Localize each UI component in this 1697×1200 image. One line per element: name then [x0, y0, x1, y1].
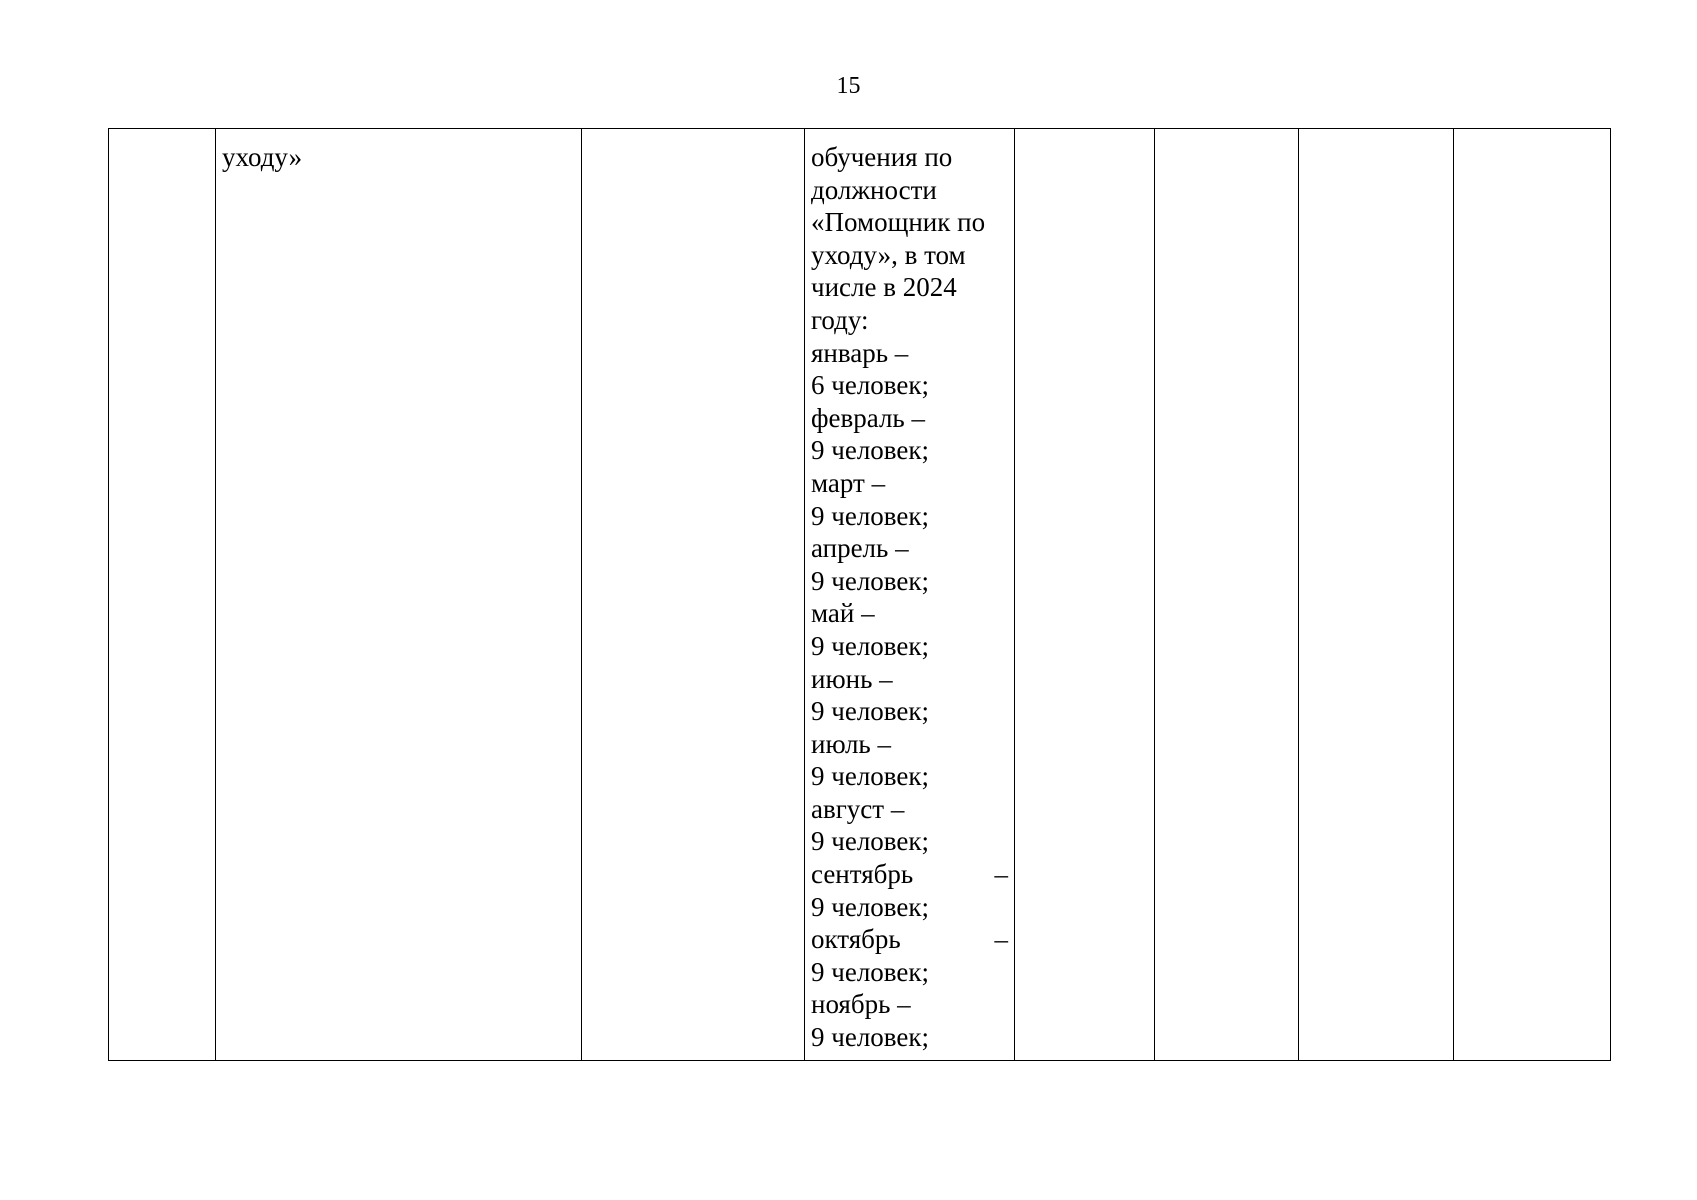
- cell-line: 9 человек;: [811, 565, 929, 596]
- cell-line: уходу», в том: [811, 239, 966, 270]
- cell-line: 9 человек;: [811, 500, 929, 531]
- cell-col-2: [582, 129, 805, 1061]
- cell-line: 9 человек;: [811, 891, 929, 922]
- cell-line: апрель –: [811, 533, 909, 564]
- cell-line: август –: [811, 793, 905, 824]
- cell-text: уходу»: [222, 142, 303, 172]
- cell-line: ноябрь –: [811, 989, 911, 1020]
- cell-col-7: [1454, 129, 1611, 1061]
- cell-col-0: [109, 129, 216, 1061]
- cell-line: «Помощник по: [811, 207, 986, 238]
- document-table: [108, 128, 1611, 1061]
- page-number: 15: [836, 73, 861, 99]
- cell-line: году:: [811, 304, 869, 335]
- table-row: [109, 129, 1611, 1061]
- cell-line: июль –: [811, 728, 891, 759]
- cell-line: январь –: [811, 337, 909, 368]
- cell-line: числе в 2024: [811, 272, 957, 303]
- cell-line-justified: [811, 923, 1008, 956]
- cell-line: март –: [811, 467, 886, 498]
- cell-col-6: [1299, 129, 1454, 1061]
- cell-line: должности: [811, 174, 937, 205]
- month-word: сентябрь: [811, 859, 914, 890]
- cell-line: февраль –: [811, 402, 925, 433]
- cell-line: июнь –: [811, 663, 893, 694]
- cell-line: 9 человек;: [811, 696, 929, 727]
- month-word: октябрь: [811, 924, 901, 955]
- cell-line: обучения по: [811, 142, 953, 172]
- cell-col-4: [1015, 129, 1155, 1061]
- cell-line: 9 человек;: [811, 826, 929, 857]
- cell-line-justified: [811, 858, 1008, 891]
- cell-col-3: [805, 129, 1015, 1061]
- dash: –: [994, 859, 1008, 890]
- cell-line: 9 человек;: [811, 956, 929, 987]
- cell-line: 9 человек;: [811, 630, 929, 661]
- cell-line: май –: [811, 598, 875, 629]
- cell-line: 9 человек;: [811, 1022, 929, 1053]
- cell-col-1: [216, 129, 582, 1061]
- cell-line: 6 человек;: [811, 370, 929, 401]
- cell-col-5: [1155, 129, 1299, 1061]
- cell-line: 9 человек;: [811, 761, 929, 792]
- cell-line: 9 человек;: [811, 435, 929, 466]
- dash: –: [994, 924, 1008, 955]
